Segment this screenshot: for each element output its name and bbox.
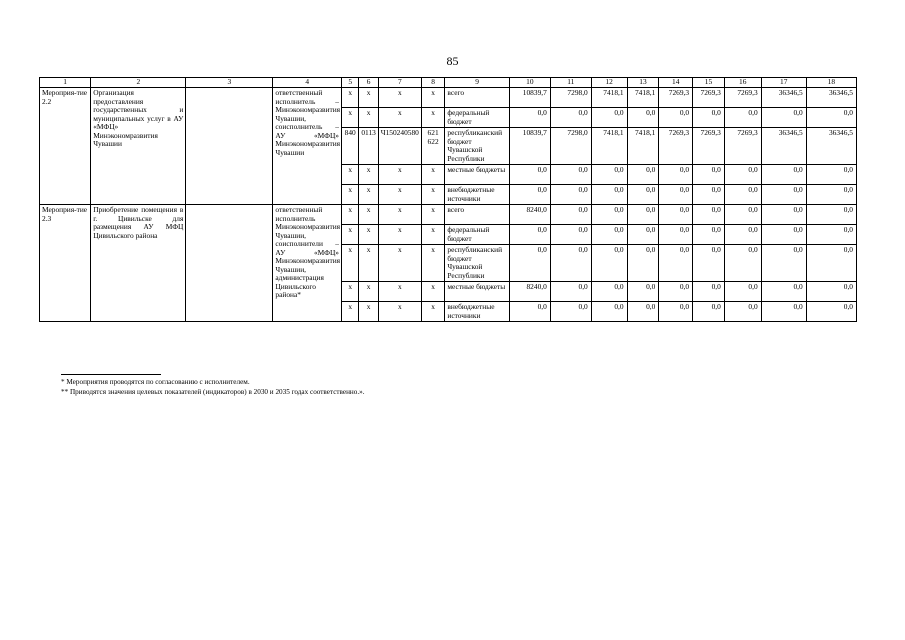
amount-cell: 0,0 (761, 245, 806, 282)
table-row (40, 88, 857, 108)
funding-source: федеральный бюджет (445, 108, 510, 128)
column-number: 11 (550, 78, 591, 88)
code-grbs: x (342, 108, 359, 128)
table-row (40, 205, 857, 225)
code-expense-group: x (421, 245, 445, 282)
amount-cell: 0,0 (806, 282, 856, 302)
amount-cell: 0,0 (724, 225, 761, 245)
amount-cell: 0,0 (550, 108, 591, 128)
funding-source: всего (445, 88, 510, 108)
amount-cell: 0,0 (509, 108, 550, 128)
code-expense-group: x (421, 225, 445, 245)
code-expense-group: x (421, 185, 445, 205)
amount-cell: 0,0 (591, 245, 627, 282)
amount-cell: 36346,5 (806, 128, 856, 165)
amount-cell: 0,0 (550, 282, 591, 302)
column-number: 14 (659, 78, 693, 88)
amount-cell: 7418,1 (591, 128, 627, 165)
funding-source: внебюджетные источники (445, 185, 510, 205)
amount-cell: 0,0 (659, 205, 693, 225)
amount-cell: 0,0 (591, 205, 627, 225)
column-number: 3 (186, 78, 273, 88)
code-expense-group: x (421, 282, 445, 302)
amount-cell: 10839,7 (509, 88, 550, 108)
funding-source: республиканский бюджет Чувашской Республики (445, 245, 510, 282)
code-grbs: x (342, 225, 359, 245)
amount-cell: 0,0 (591, 302, 627, 322)
code-target-article: x (378, 282, 421, 302)
page-number: 85 (446, 54, 459, 68)
amount-cell: 0,0 (724, 185, 761, 205)
amount-cell: 0,0 (591, 282, 627, 302)
amount-cell: 0,0 (693, 282, 725, 302)
amount-cell: 36346,5 (761, 128, 806, 165)
amount-cell: 7418,1 (591, 88, 627, 108)
amount-cell: 0,0 (659, 165, 693, 185)
amount-cell: 0,0 (761, 282, 806, 302)
funding-source: всего (445, 205, 510, 225)
header-row (40, 78, 857, 88)
amount-cell: 0,0 (509, 245, 550, 282)
amount-cell: 0,0 (627, 282, 659, 302)
code-target-article: x (378, 88, 421, 108)
amount-cell: 0,0 (550, 302, 591, 322)
event-title: Приобретение помещения в г. Цивильске для размещения АУ МФЦ Цивильского района (91, 205, 186, 322)
footnote: ** Приводятся значения целевых показателей (индикаторов) в 2030 и 2035 годах соответственно.». (61, 387, 365, 396)
code-target-article: x (378, 165, 421, 185)
amount-cell: 0,0 (806, 302, 856, 322)
amount-cell: 0,0 (659, 185, 693, 205)
amount-cell: 0,0 (550, 185, 591, 205)
amount-cell: 0,0 (761, 108, 806, 128)
column-number: 1 (40, 78, 91, 88)
amount-cell: 0,0 (806, 185, 856, 205)
column-number: 5 (342, 78, 359, 88)
amount-cell: 0,0 (761, 165, 806, 185)
amount-cell: 0,0 (761, 205, 806, 225)
program-events-table (39, 77, 857, 322)
event-col3 (186, 88, 273, 205)
event-responsible: ответственный исполнитель – Минэкономразвития Чувашии, соисполнитель – АУ «МФЦ» Минэкономразвития Чувашии (273, 88, 342, 205)
amount-cell: 0,0 (724, 165, 761, 185)
code-target-article: x (378, 185, 421, 205)
amount-cell: 0,0 (591, 108, 627, 128)
code-expense-group: 621 622 (421, 128, 445, 165)
code-section: x (359, 88, 378, 108)
funding-source: внебюджетные источники (445, 302, 510, 322)
amount-cell: 0,0 (693, 108, 725, 128)
amount-cell: 0,0 (627, 185, 659, 205)
column-number: 2 (91, 78, 186, 88)
amount-cell: 0,0 (509, 302, 550, 322)
column-number: 12 (591, 78, 627, 88)
code-section: x (359, 302, 378, 322)
amount-cell: 0,0 (724, 108, 761, 128)
code-expense-group: x (421, 88, 445, 108)
code-grbs: x (342, 282, 359, 302)
amount-cell: 7418,1 (627, 128, 659, 165)
amount-cell: 0,0 (627, 205, 659, 225)
column-number: 18 (806, 78, 856, 88)
amount-cell: 0,0 (659, 302, 693, 322)
event-col3 (186, 205, 273, 322)
amount-cell: 0,0 (693, 245, 725, 282)
code-section: x (359, 225, 378, 245)
amount-cell: 36346,5 (806, 88, 856, 108)
amount-cell: 0,0 (550, 165, 591, 185)
funding-source: местные бюджеты (445, 282, 510, 302)
column-number: 16 (724, 78, 761, 88)
amount-cell: 0,0 (659, 282, 693, 302)
amount-cell: 0,0 (693, 225, 725, 245)
amount-cell: 0,0 (509, 185, 550, 205)
amount-cell: 7269,3 (693, 88, 725, 108)
code-grbs: 840 (342, 128, 359, 165)
amount-cell: 0,0 (550, 245, 591, 282)
code-section: x (359, 282, 378, 302)
amount-cell: 0,0 (806, 205, 856, 225)
amount-cell: 7269,3 (724, 88, 761, 108)
code-section: x (359, 185, 378, 205)
code-section: x (359, 245, 378, 282)
amount-cell: 0,0 (591, 225, 627, 245)
code-section: x (359, 205, 378, 225)
amount-cell: 0,0 (509, 225, 550, 245)
footnote: * Мероприятия проводятся по согласованию с исполнителем. (61, 378, 250, 386)
code-target-article: x (378, 205, 421, 225)
column-number: 6 (359, 78, 378, 88)
amount-cell: 0,0 (627, 302, 659, 322)
column-number: 10 (509, 78, 550, 88)
code-target-article: x (378, 108, 421, 128)
amount-cell: 7269,3 (724, 128, 761, 165)
event-id: Мероприя-тие 2.3 (40, 205, 91, 322)
amount-cell: 0,0 (591, 165, 627, 185)
amount-cell: 0,0 (627, 225, 659, 245)
amount-cell: 8240,0 (509, 205, 550, 225)
amount-cell: 0,0 (724, 282, 761, 302)
funding-source: местные бюджеты (445, 165, 510, 185)
amount-cell: 0,0 (627, 108, 659, 128)
amount-cell: 7269,3 (659, 128, 693, 165)
amount-cell: 0,0 (806, 225, 856, 245)
amount-cell: 0,0 (693, 185, 725, 205)
code-section: 0113 (359, 128, 378, 165)
funding-source: федеральный бюджет (445, 225, 510, 245)
amount-cell: 0,0 (724, 302, 761, 322)
footnote-separator (61, 374, 161, 375)
code-grbs: x (342, 205, 359, 225)
code-grbs: x (342, 185, 359, 205)
amount-cell: 7269,3 (693, 128, 725, 165)
amount-cell: 0,0 (724, 205, 761, 225)
amount-cell: 36346,5 (761, 88, 806, 108)
amount-cell: 0,0 (806, 108, 856, 128)
footnotes (61, 378, 365, 397)
code-grbs: x (342, 245, 359, 282)
column-number: 7 (378, 78, 421, 88)
amount-cell: 0,0 (761, 185, 806, 205)
amount-cell: 7418,1 (627, 88, 659, 108)
column-number: 17 (761, 78, 806, 88)
code-grbs: x (342, 88, 359, 108)
amount-cell: 0,0 (627, 165, 659, 185)
amount-cell: 0,0 (550, 225, 591, 245)
amount-cell: 7269,3 (659, 88, 693, 108)
code-section: x (359, 108, 378, 128)
amount-cell: 0,0 (806, 165, 856, 185)
code-section: x (359, 165, 378, 185)
amount-cell: 7298,0 (550, 88, 591, 108)
amount-cell: 10839,7 (509, 128, 550, 165)
code-target-article: x (378, 245, 421, 282)
column-number: 15 (693, 78, 725, 88)
column-number: 9 (445, 78, 510, 88)
code-expense-group: x (421, 108, 445, 128)
funding-source: республиканский бюджет Чувашской Республики (445, 128, 510, 165)
amount-cell: 7298,0 (550, 128, 591, 165)
code-target-article: Ч150240580 (378, 128, 421, 165)
amount-cell: 0,0 (627, 245, 659, 282)
amount-cell: 0,0 (693, 302, 725, 322)
amount-cell: 0,0 (693, 165, 725, 185)
amount-cell: 0,0 (724, 245, 761, 282)
column-number: 8 (421, 78, 445, 88)
amount-cell: 0,0 (659, 225, 693, 245)
event-responsible: ответственный исполнитель Минэкономразвития Чувашии, соисполнители – АУ «МФЦ» Минэкономразвития Чувашии, администрация Цивильского района* (273, 205, 342, 322)
code-expense-group: x (421, 302, 445, 322)
code-target-article: x (378, 302, 421, 322)
amount-cell: 0,0 (509, 165, 550, 185)
code-target-article: x (378, 225, 421, 245)
code-grbs: x (342, 302, 359, 322)
amount-cell: 0,0 (591, 185, 627, 205)
amount-cell: 0,0 (761, 225, 806, 245)
code-expense-group: x (421, 165, 445, 185)
amount-cell: 0,0 (550, 205, 591, 225)
amount-cell: 0,0 (806, 245, 856, 282)
event-id: Мероприя-тие 2.2 (40, 88, 91, 205)
code-expense-group: x (421, 205, 445, 225)
amount-cell: 8240,0 (509, 282, 550, 302)
column-number: 13 (627, 78, 659, 88)
amount-cell: 0,0 (659, 108, 693, 128)
amount-cell: 0,0 (659, 245, 693, 282)
event-title: Организация предоставления государственных и муниципальных услуг в АУ «МФЦ» Минэкономразвития Чувашии (91, 88, 186, 205)
amount-cell: 0,0 (761, 302, 806, 322)
column-number: 4 (273, 78, 342, 88)
code-grbs: x (342, 165, 359, 185)
amount-cell: 0,0 (693, 205, 725, 225)
